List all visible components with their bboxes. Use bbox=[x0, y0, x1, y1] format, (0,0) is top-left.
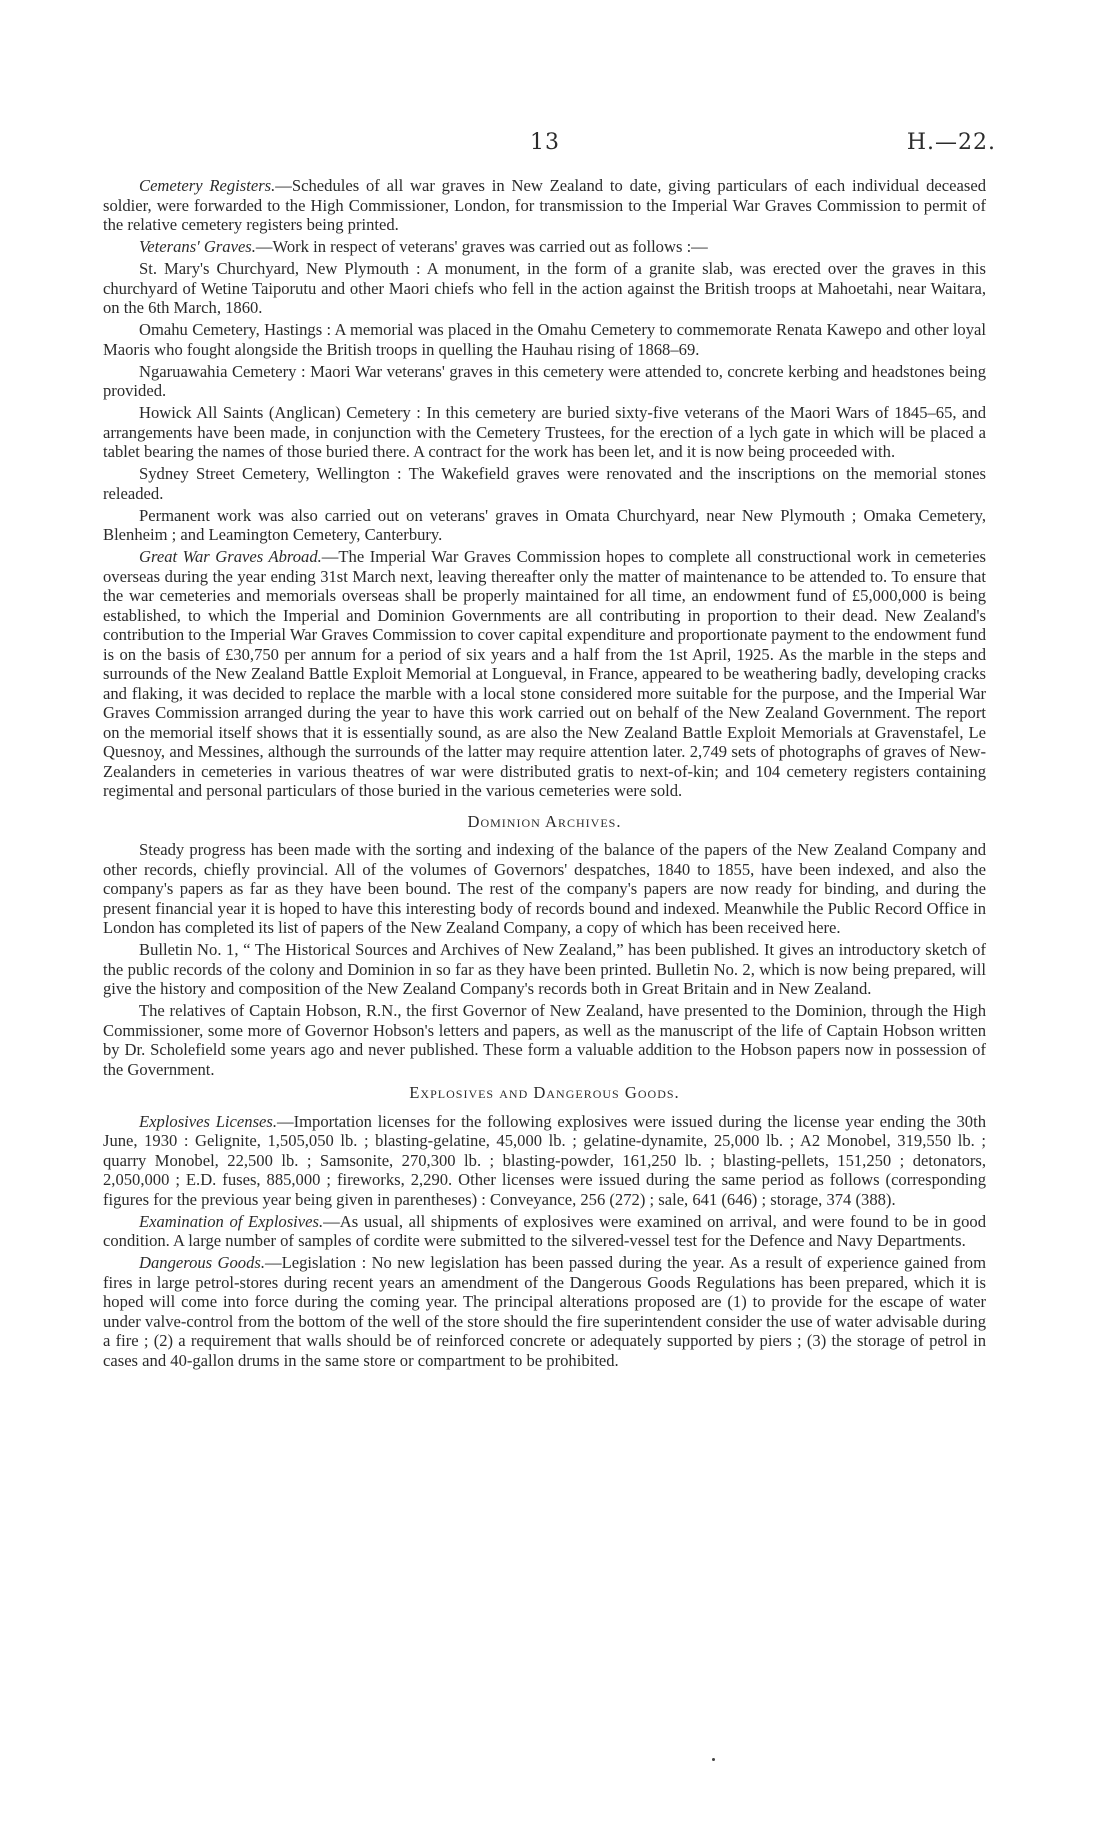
paragraph-text: —As usual, all shipments of explosives were examined on arrival, and were found to be in good condition. A large number of samples of cordite were submitted to the silvered-vessel test for the Defence and Navy Departments. bbox=[103, 1211, 986, 1250]
paragraph-examination-of-explosives bbox=[103, 1212, 986, 1251]
document-reference: H.—22. bbox=[906, 130, 996, 155]
paragraph-text: —Schedules of all war graves in New Zealand to date, giving particulars of each individual deceased soldier, were forwarded to the High Commissioner, London, for transmission to the Imperial War Graves Commission to permit of the relative cemetery registers being printed. bbox=[103, 176, 986, 234]
printing-mark bbox=[712, 1758, 715, 1761]
paragraph-ngaruawahia-cemetery: Ngaruawahia Cemetery : Maori War veterans' graves in this cemetery were attended to, concrete kerbing and headstones being provided. bbox=[103, 361, 986, 400]
paragraph-great-war-graves-abroad bbox=[103, 547, 986, 801]
paragraph-sydney-street-cemetery: Sydney Street Cemetery, Wellington : The Wakefield graves were renovated and the inscriptions on the memorial stones releaded. bbox=[103, 464, 986, 503]
paragraph-lead: Cemetery Registers. bbox=[139, 176, 276, 195]
paragraph-text: —Legislation : No new legislation has been passed during the year. As a result of experience gained from fires in large petrol-stores during recent years an amendment of the Dangerous Goods Regulations has been prepared, which it is hoped will come into force during the coming year. The principal alterations proposed are (1) to provide for the escape of water under valve-control from the bottom of the well of the store should the fire superintendent consider the use of water advisable during a fire ; (2) a requirement that walls should be of reinforced concrete or adequately supported by piers ; (3) the storage of petrol in cases and 40-gallon drums in the same store or compartment to be prohibited. bbox=[103, 1253, 987, 1370]
paragraph-archives-bulletins: Bulletin No. 1, “ The Historical Sources and Archives of New Zealand,” has been published. It gives an introductory sketch of the public records of the colony and Dominion in so far as they have been printed. Bulletin No. 2, which is now being prepared, will give the history and composition of the New Zealand Company's records both in Great Britain and in New Zealand. bbox=[103, 940, 986, 998]
paragraph-omahu-cemetery: Omahu Cemetery, Hastings : A memorial was placed in the Omahu Cemetery to commemorate Renata Kawepo and other loyal Maoris who fought alongside the British troops in quelling the Hauhau rising of 1868–69. bbox=[103, 320, 986, 359]
page-number: 13 bbox=[530, 130, 560, 155]
paragraph-text: —Importation licenses for the following explosives were issued during the license year ending the 30th June, 1930 : Gelignite, 1,505,050 lb. ; blasting-gelatine, 45,000 lb. ; gelatine-dynamite, 25,000 lb. ; A2 Monobel, 319,550 lb. ; quarry Monobel, 22,500 lb. ; Samsonite, 270,300 lb. ; blasting-powder, 161,250 lb. ; blasting-pellets, 151,250 ; detonators, 2,050,000 ; E.D. fuses, 885,000 ; fireworks, 2,290. Other licenses were issued during the same period as follows (corresponding figures for the previous year being given in parentheses) : Conveyance, 256 (272) ; sale, 641 (646) ; storage, 374 (388). bbox=[103, 1111, 987, 1209]
paragraph-archives-hobson-papers: The relatives of Captain Hobson, R.N., the first Governor of New Zealand, have presented to the Dominion, through the High Commissioner, some more of Governor Hobson's letters and papers, as well as the manuscript of the life of Captain Hobson written by Dr. Scholefield some years ago and never published. These form a valuable addition to the Hobson papers now in possession of the Government. bbox=[103, 1001, 986, 1079]
paragraph-explosives-licenses bbox=[103, 1112, 986, 1210]
paragraph-lead: Explosives Licenses. bbox=[139, 1111, 278, 1131]
paragraph-text: —Work in respect of veterans' graves was carried out as follows :— bbox=[255, 237, 708, 256]
paragraph-lead: Examination of Explosives. bbox=[139, 1211, 324, 1231]
paragraph-veterans-graves bbox=[103, 237, 986, 257]
section-heading-dominion-archives: Dominion Archives. bbox=[467, 811, 622, 831]
paragraph-archives-progress: Steady progress has been made with the sorting and indexing of the balance of the papers of the New Zealand Company and other records, chiefly provincial. All of the volumes of Governors' despatches, 1840 to 1855, have been indexed, and also the company's papers as far as they have been bound. The rest of the company's papers are now ready for binding, and during the present financial year it is hoped to have this interesting body of records bound and indexed. Meanwhile the Public Record Office in London has completed its list of papers of the New Zealand Company, a copy of which has been received here. bbox=[103, 840, 986, 937]
paragraph-lead: Great War Graves Abroad. bbox=[139, 547, 322, 566]
paragraph-cemetery-registers bbox=[103, 176, 986, 235]
paragraph-dangerous-goods bbox=[103, 1253, 986, 1370]
paragraph-text: —The Imperial War Graves Commission hopes to complete all constructional work in cemeteries overseas during the year ending 31st March next, leaving thereafter only the matter of maintenance to be attended to. To ensure that the war cemeteries and memorials overseas shall be properly maintained for all time, an endowment fund of £5,000,000 is being established, to which the Imperial and Dominion Governments are all contributing in proportion to their dead. New Zealand's contribution to the Imperial War Graves Commission to cover capital expenditure and proportionate payment to the endowment fund is on the basis of £30,750 per annum for a period of six years and a half from the 1st April, 1925. As the marble in the steps and surrounds of the New Zealand Battle Exploit Memorial at Longueval, in France, appeared to be weathering badly, developing cracks and flaking, it was decided to replace the marble with a local stone considered more suitable for the purpose, and the Imperial War Graves Commission arranged during the year to have this work carried out on behalf of the New Zealand Government. The report on the memorial itself shows that it is essentially sound, as are also the New Zealand Battle Exploit Memorials at Gravenstafel, Le Quesnoy, and Messines, although the surrounds of the latter may require attention later. 2,749 sets of photographs of graves of New-Zealanders in cemeteries in various theatres of war were distributed gratis to next-of-kin; and 104 cemetery registers containing regimental and personal particulars of those buried in the various cemeteries were sold. bbox=[103, 547, 986, 800]
section-heading-explosives: Explosives and Dangerous Goods. bbox=[409, 1083, 680, 1102]
paragraph-howick-cemetery: Howick All Saints (Anglican) Cemetery : In this cemetery are buried sixty-five veterans of the Maori Wars of 1845–65, and arrangements have been made, in conjunction with the Cemetery Trustees, for the erection of a lych gate in which will be placed a tablet bearing the names of those buried there. A contract for the work has been let, and it is now being proceeded with. bbox=[103, 403, 986, 461]
paragraph-lead: Dangerous Goods. bbox=[139, 1253, 265, 1272]
paragraph-st-marys-churchyard: St. Mary's Churchyard, New Plymouth : A monument, in the form of a granite slab, was erected over the graves in this churchyard of Wetine Taiporutu and other Maori chiefs who fell in the action against the British troops at Mahoetahi, near Waitara, on the 6th March, 1860. bbox=[103, 259, 986, 317]
body-text bbox=[103, 176, 986, 1370]
paragraph-lead: Veterans' Graves. bbox=[139, 237, 256, 256]
paragraph-permanent-work: Permanent work was also carried out on veterans' graves in Omata Churchyard, near New Plymouth ; Omaka Cemetery, Blenheim ; and Leamington Cemetery, Canterbury. bbox=[103, 505, 986, 544]
